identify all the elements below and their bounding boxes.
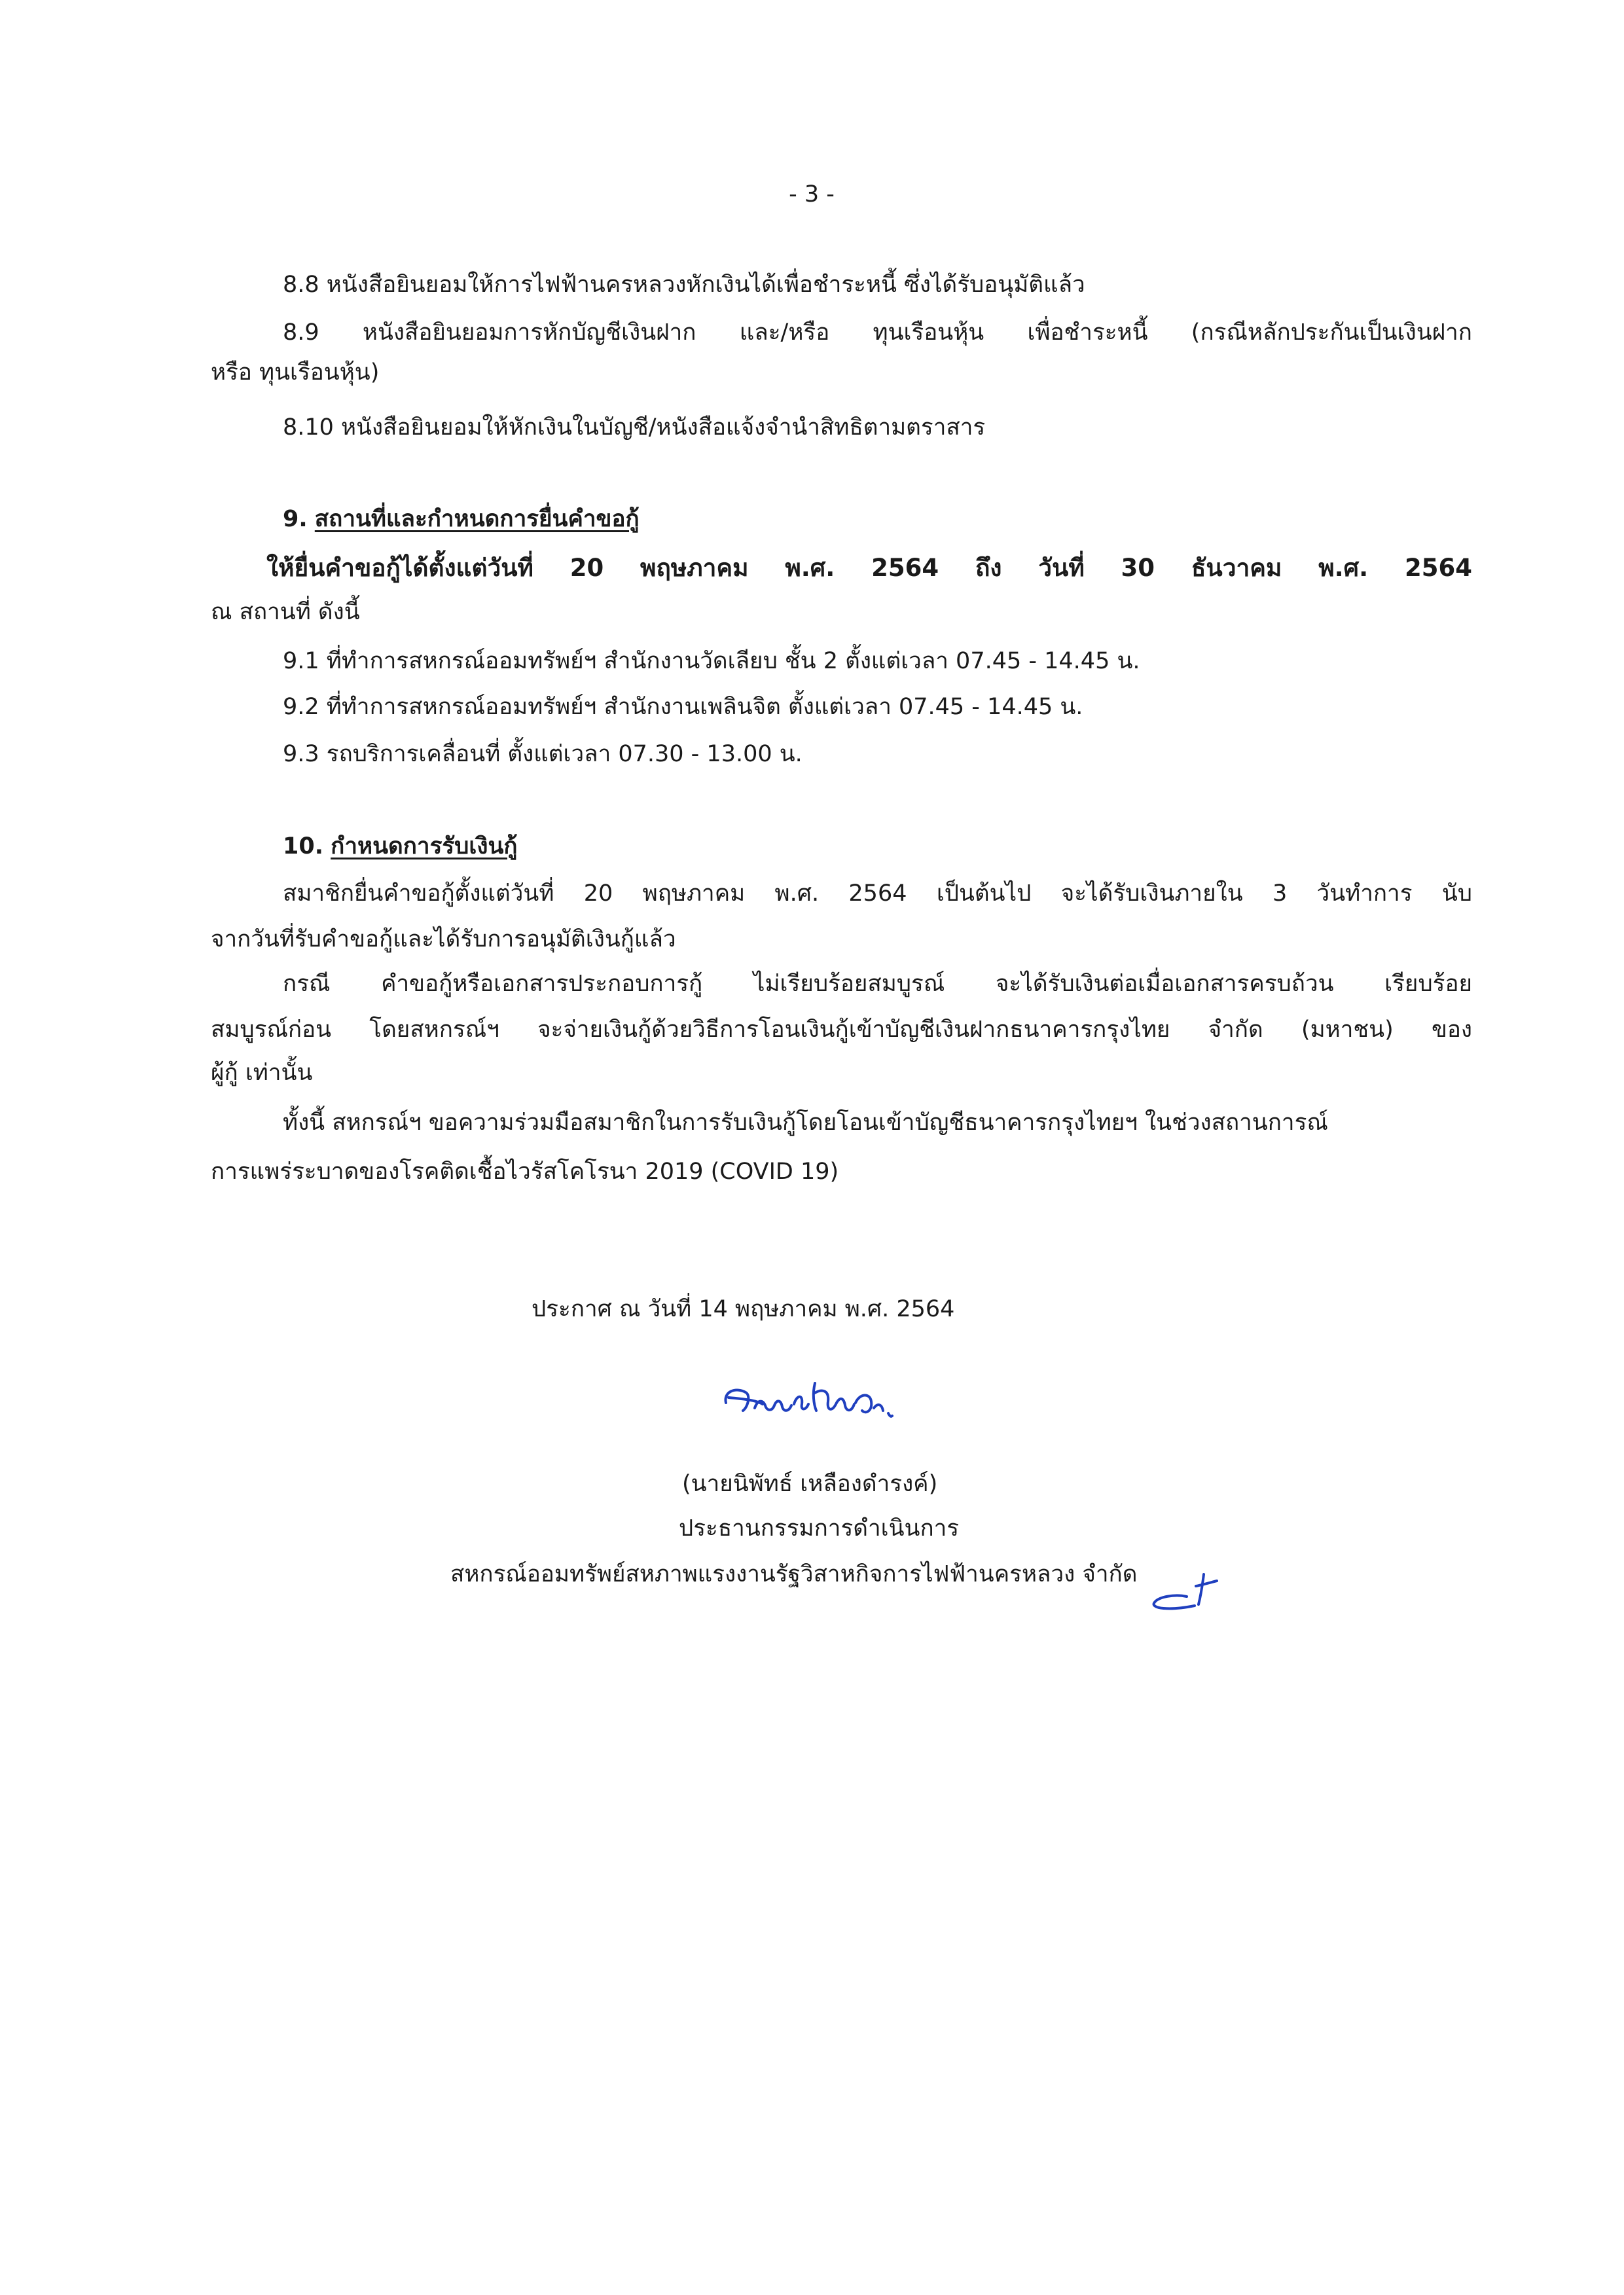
item-8-9-line1: 8.9 หนังสือยินยอมการหักบัญชีเงินฝาก และ/หรือ ทุนเรือนหุ้น เพื่อชำระหนี้ (กรณีหลักประกันเป็นเงินฝาก — [283, 319, 1472, 346]
page-number: - 3 - — [789, 181, 835, 208]
section-10-p1-line2: จากวันที่รับคำขอกู้และได้รับการอนุมัติเงินกู้แล้ว — [211, 926, 676, 952]
section-10-p2-line1: กรณี คำขอกู้หรือเอกสารประกอบการกู้ ไม่เรียบร้อยสมบูรณ์ จะได้รับเงินต่อเมื่อเอกสารครบถ้วน เรียบร้อย — [283, 971, 1472, 997]
item-8-8: 8.8 หนังสือยินยอมให้การไฟฟ้านครหลวงหักเงินได้เพื่อชำระหนี้ ซึ่งได้รับอนุมัติแล้ว — [283, 272, 1085, 298]
section-9-number: 9. — [283, 506, 308, 532]
announcement-date: ประกาศ ณ วันที่ 14 พฤษภาคม พ.ศ. 2564 — [532, 1296, 955, 1322]
signer-title: ประธานกรรมการดำเนินการ — [679, 1515, 960, 1542]
signature-icon — [717, 1365, 913, 1437]
section-9-title: สถานที่และกำหนดการยื่นคำขอกู้ — [314, 506, 640, 532]
section-10-heading — [283, 830, 518, 863]
section-10-p2-line3: ผู้กู้ เท่านั้น — [211, 1060, 313, 1086]
section-9-intro-line1: ให้ยื่นคำขอกู้ได้ตั้งแต่วันที่ 20 พฤษภาคม พ.ศ. 2564 ถึง วันที่ 30 ธันวาคม พ.ศ. 2564 — [266, 554, 1472, 582]
item-8-10: 8.10 หนังสือยินยอมให้หักเงินในบัญชี/หนังสือแจ้งจำนำสิทธิตามตราสาร — [283, 414, 986, 441]
initials-icon — [1149, 1568, 1234, 1620]
section-10-p2-line2: สมบูรณ์ก่อน โดยสหกรณ์ฯ จะจ่ายเงินกู้ด้วยวิธีการโอนเงินกู้เข้าบัญชีเงินฝากธนาคารกรุงไทย จำกัด (มหาชน) ของ — [211, 1017, 1472, 1043]
section-10-title: กำหนดการรับเงินกู้ — [331, 833, 518, 859]
item-9-3: 9.3 รถบริการเคลื่อนที่ ตั้งแต่เวลา 07.30 - 13.00 น. — [283, 741, 803, 767]
item-9-1: 9.1 ที่ทำการสหกรณ์ออมทรัพย์ฯ สำนักงานวัดเลียบ ชั้น 2 ตั้งแต่เวลา 07.45 - 14.45 น. — [283, 648, 1140, 674]
organization-name: สหกรณ์ออมทรัพย์สหภาพแรงงานรัฐวิสาหกิจการไฟฟ้านครหลวง จำกัด — [450, 1561, 1138, 1587]
section-10-p1-line1: สมาชิกยื่นคำขอกู้ตั้งแต่วันที่ 20 พฤษภาคม พ.ศ. 2564 เป็นต้นไป จะได้รับเงินภายใน 3 วันทำการ นับ — [283, 880, 1472, 907]
item-8-9-line2: หรือ ทุนเรือนหุ้น) — [211, 359, 380, 386]
section-10-number: 10. — [283, 833, 324, 859]
section-10-p3-line2: การแพร่ระบาดของโรคติดเชื้อไวรัสโคโรนา 2019 (COVID 19) — [211, 1159, 839, 1185]
signer-name: (นายนิพัทธ์ เหลืองดำรงค์) — [682, 1471, 938, 1497]
section-10-p3-line1: ทั้งนี้ สหกรณ์ฯ ขอความร่วมมือสมาชิกในการรับเงินกู้โดยโอนเข้าบัญชีธนาคารกรุงไทยฯ ในช่วงสถานการณ์ — [283, 1110, 1328, 1136]
item-9-2: 9.2 ที่ทำการสหกรณ์ออมทรัพย์ฯ สำนักงานเพลินจิต ตั้งแต่เวลา 07.45 - 14.45 น. — [283, 694, 1083, 720]
section-9-heading — [283, 503, 640, 535]
section-9-intro-line2: ณ สถานที่ ดังนี้ — [211, 599, 360, 625]
